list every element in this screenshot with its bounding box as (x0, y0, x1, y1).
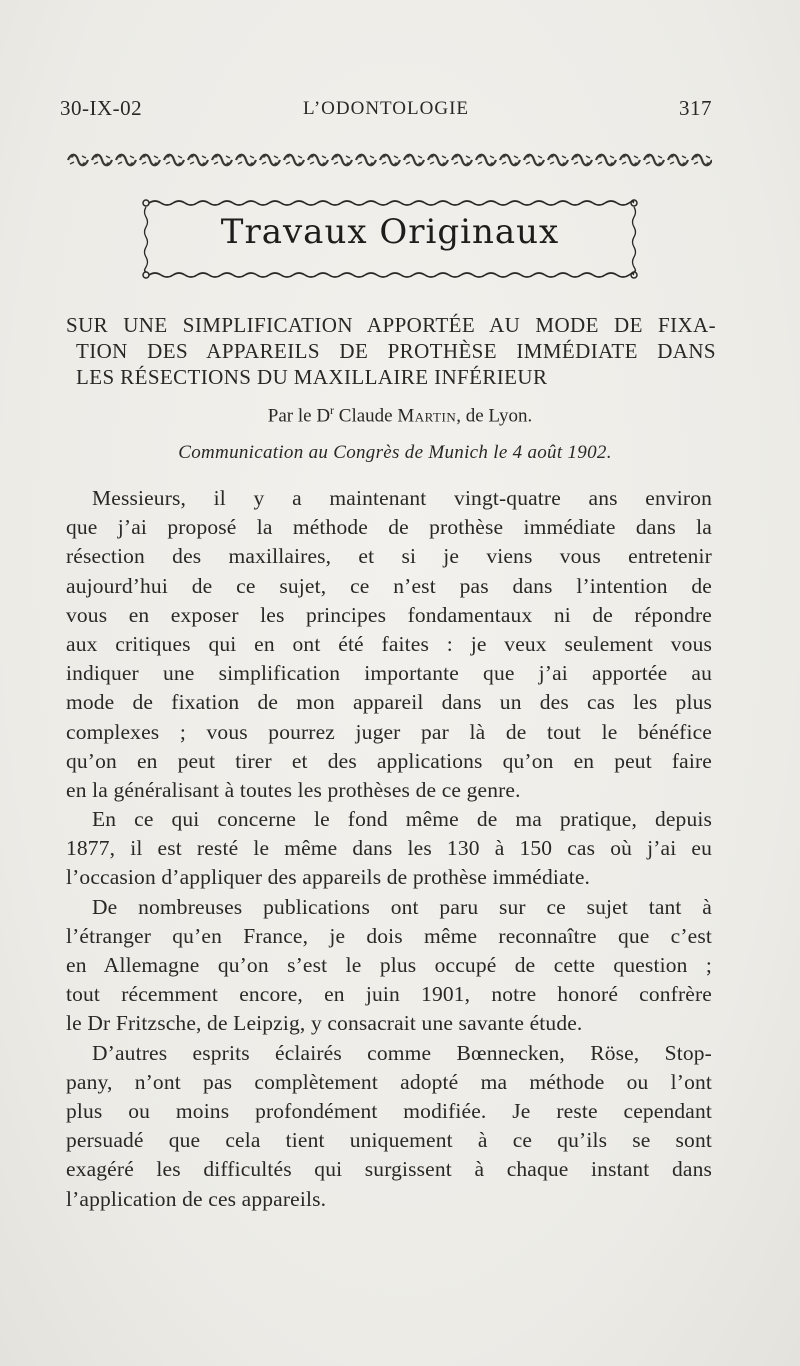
running-head (60, 96, 712, 128)
text-line: En ce qui concerne le fond même de ma pratique, depuis (92, 807, 712, 832)
byline-first: Claude (334, 405, 398, 427)
text-line: indiquer une simplification importante que j’ai apportée au (66, 661, 712, 686)
text-line: que j’ai proposé la méthode de prothèse immédiate dans la (66, 515, 712, 540)
article-body (66, 484, 712, 1214)
decorative-band (66, 152, 712, 168)
text-line: résection des maxillaires, et si je viens vous entretenir (66, 544, 712, 569)
text-line: qu’on en peut tirer et des applications qu’on en peut faire (66, 748, 712, 773)
text-line: pany, n’ont pas complètement adopté ma méthode ou l’ont (66, 1069, 712, 1094)
byline-suffix: , de Lyon. (456, 405, 533, 427)
text-line: aujourd’hui de ce sujet, ce n’est pas dans l’intention de (66, 573, 712, 598)
text-line: tout récemment encore, en juin 1901, notre honoré confrère (66, 982, 712, 1007)
byline (0, 403, 800, 427)
text-line: D’autres esprits éclairés comme Bœnnecken, Röse, Stop- (92, 1040, 712, 1065)
text-line: complexes ; vous pourrez juger par là de tout le bénéfice (66, 719, 712, 744)
communication-note: Communication au Congrès de Munich le 4 août 1902. (178, 442, 612, 463)
text-line: 1877, il est resté le même dans les 130 à 150 cas où j’ai eu (66, 836, 712, 861)
text-line: persuadé que cela tient uniquement à ce qu’ils se sont (66, 1128, 712, 1153)
text-line: en la généralisant à toutes les prothèses de ce genre. (66, 777, 521, 802)
text-line: l’occasion d’appliquer des appareils de prothèse immédiate. (66, 865, 591, 890)
text-line: Messieurs, il y a maintenant vingt-quatre ans environ (92, 486, 712, 510)
text-line: mode de fixation de mon appareil dans un des cas les plus (66, 690, 712, 715)
byline-prefix: Par le D (267, 405, 331, 427)
text-line: le Dr Fritzsche, de Leipzig, y consacrait une savante étude. (66, 1011, 583, 1036)
text-line: aux critiques qui en ont été faites : je veux seulement vous (66, 631, 712, 656)
text-line: De nombreuses publications ont paru sur ce sujet tant à (92, 894, 712, 919)
text-line: vous en exposer les principes fondamentaux ni de répondre (66, 602, 712, 627)
article-title-line: TION DES APPAREILS DE PROTHÈSE IMMÉDIATE DANS (76, 339, 716, 363)
section-title-box (140, 196, 640, 282)
article-title-line: SUR UNE SIMPLIFICATION APPORTÉE AU MODE DE FIXA- (66, 313, 716, 337)
page-number: 317 (679, 96, 712, 120)
text-line: l’application de ces appareils. (66, 1186, 327, 1211)
article-title (66, 312, 716, 390)
author-surname: Martin (397, 405, 457, 427)
issue-date: 30-IX-02 (60, 96, 143, 120)
text-line: en Allemagne qu’on s’est le plus occupé de cette question ; (66, 953, 712, 977)
text-line: l’étranger qu’en France, je dois même reconnaître que c’est (66, 923, 712, 948)
text-line: plus ou moins profondément modifiée. Je reste cependant (66, 1098, 712, 1123)
journal-name: L’ODONTOLOGIE (302, 98, 470, 119)
byline-sup: r (330, 403, 335, 417)
section-title: Travaux Originaux (220, 212, 560, 252)
article-title-line: LES RÉSECTIONS DU MAXILLAIRE INFÉRIEUR (76, 365, 548, 389)
text-line: exagéré les difficultés qui surgissent à chaque instant dans (66, 1157, 712, 1182)
